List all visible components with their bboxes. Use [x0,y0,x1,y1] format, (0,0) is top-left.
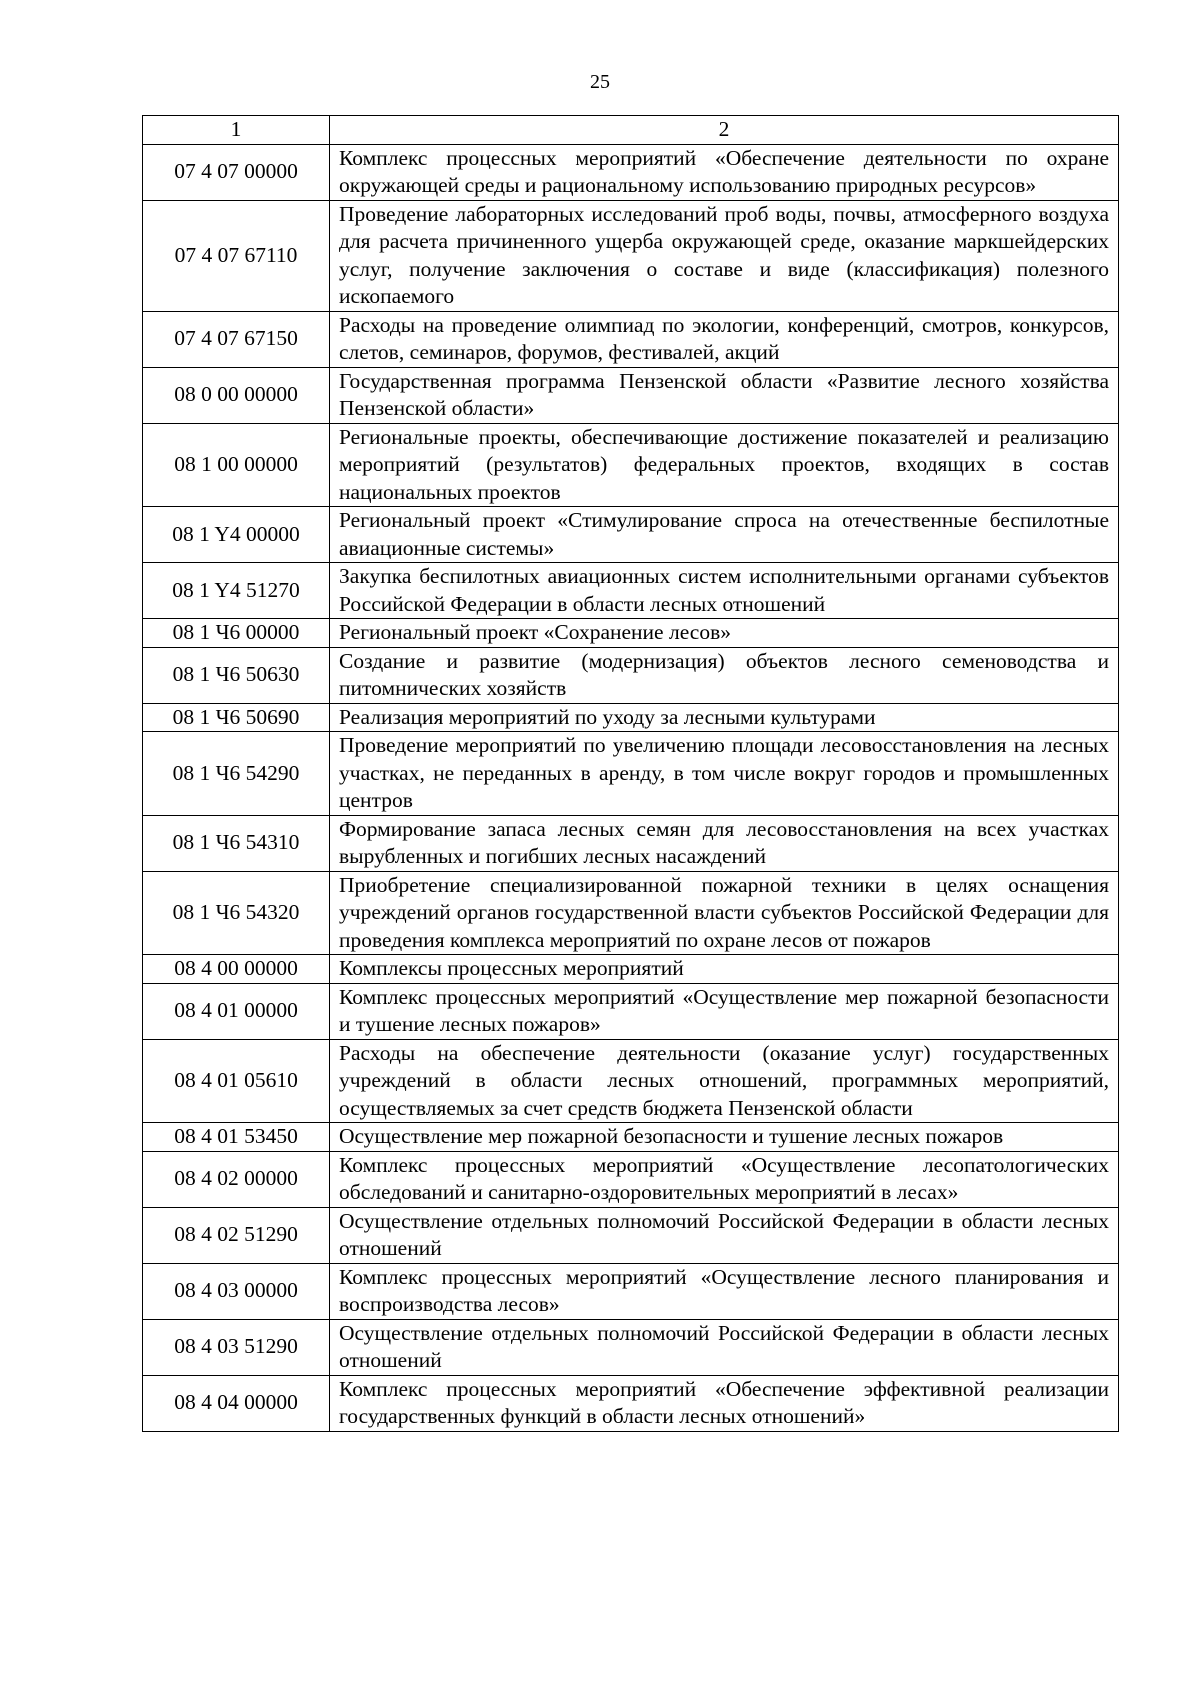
row-description: Создание и развитие (модернизация) объектов лесного семеноводства и питомнических хозяйств [330,647,1119,703]
table-row [143,507,1119,563]
row-code: 08 4 02 51290 [143,1207,330,1263]
row-description: Приобретение специализированной пожарной техники в целях оснащения учреждений органов государственной власти субъектов Российской Федерации для проведения комплекса мероприятий по охране лесов от пожаров [330,871,1119,955]
table-row [143,955,1119,984]
row-description: Комплекс процессных мероприятий «Осуществление лесопатологических обследований и санитарно-оздоровительных мероприятий в лесах» [330,1151,1119,1207]
table-row [143,815,1119,871]
row-code: 08 4 01 05610 [143,1039,330,1123]
row-description: Расходы на проведение олимпиад по экологии, конференций, смотров, конкурсов, слетов, семинаров, форумов, фестивалей, акций [330,311,1119,367]
row-description: Региональный проект «Сохранение лесов» [330,619,1119,648]
row-description: Региональные проекты, обеспечивающие достижение показателей и реализацию мероприятий (результатов) федеральных проектов, входящих в состав национальных проектов [330,423,1119,507]
row-code: 08 1 Ч6 00000 [143,619,330,648]
row-description: Комплексы процессных мероприятий [330,955,1119,984]
table-row [143,311,1119,367]
row-code: 08 4 02 00000 [143,1151,330,1207]
table-row [143,1123,1119,1152]
row-description: Комплекс процессных мероприятий «Осуществление мер пожарной безопасности и тушение лесных пожаров» [330,983,1119,1039]
column-header-code: 1 [143,116,330,145]
row-description: Закупка беспилотных авиационных систем исполнительными органами субъектов Российской Федерации в области лесных отношений [330,563,1119,619]
table-row [143,563,1119,619]
row-description: Реализация мероприятий по уходу за лесными культурами [330,703,1119,732]
row-code: 08 4 00 00000 [143,955,330,984]
row-description: Проведение лабораторных исследований проб воды, почвы, атмосферного воздуха для расчета причиненного ущерба окружающей среде, оказание маркшейдерских услуг, получение заключения о составе и виде (классификация) полезного ископаемого [330,200,1119,311]
row-description: Комплекс процессных мероприятий «Обеспечение деятельности по охране окружающей среды и рациональному использованию природных ресурсов» [330,144,1119,200]
page-number: 25 [590,71,610,93]
row-code: 08 1 Y4 00000 [143,507,330,563]
table-row [143,1263,1119,1319]
row-code: 08 4 03 00000 [143,1263,330,1319]
row-code: 07 4 07 67150 [143,311,330,367]
table-row [143,871,1119,955]
table-row [143,1375,1119,1431]
row-description: Комплекс процессных мероприятий «Обеспечение эффективной реализации государственных функций в области лесных отношений» [330,1375,1119,1431]
row-description: Формирование запаса лесных семян для лесовосстановления на всех участках вырубленных и погибших лесных насаждений [330,815,1119,871]
row-code: 08 0 00 00000 [143,367,330,423]
table-row [143,144,1119,200]
row-description: Государственная программа Пензенской области «Развитие лесного хозяйства Пензенской области» [330,367,1119,423]
row-code: 08 4 01 53450 [143,1123,330,1152]
row-description: Осуществление мер пожарной безопасности и тушение лесных пожаров [330,1123,1119,1152]
table-row [143,423,1119,507]
row-description: Проведение мероприятий по увеличению площади лесовосстановления на лесных участках, не переданных в аренду, в том числе вокруг городов и промышленных центров [330,732,1119,816]
row-description: Осуществление отдельных полномочий Российской Федерации в области лесных отношений [330,1319,1119,1375]
row-description: Комплекс процессных мероприятий «Осуществление лесного планирования и воспроизводства лесов» [330,1263,1119,1319]
table-row [143,647,1119,703]
row-code: 07 4 07 67110 [143,200,330,311]
row-description: Региональный проект «Стимулирование спроса на отечественные беспилотные авиационные системы» [330,507,1119,563]
table-row [143,1151,1119,1207]
table-row [143,1207,1119,1263]
row-description: Осуществление отдельных полномочий Российской Федерации в области лесных отношений [330,1207,1119,1263]
table-row [143,619,1119,648]
table-row [143,732,1119,816]
row-description: Расходы на обеспечение деятельности (оказание услуг) государственных учреждений в области лесных отношений, программных мероприятий, осуществляемых за счет средств бюджета Пензенской области [330,1039,1119,1123]
table-row [143,1039,1119,1123]
row-code: 08 1 Ч6 50630 [143,647,330,703]
table-row [143,703,1119,732]
table-row [143,983,1119,1039]
row-code: 08 4 01 00000 [143,983,330,1039]
row-code: 08 1 Y4 51270 [143,563,330,619]
row-code: 08 1 Ч6 54290 [143,732,330,816]
column-header-description: 2 [330,116,1119,145]
row-code: 08 1 Ч6 50690 [143,703,330,732]
budget-code-table [142,115,1119,1432]
table-row [143,367,1119,423]
row-code: 08 4 04 00000 [143,1375,330,1431]
row-code: 08 1 Ч6 54320 [143,871,330,955]
row-code: 08 4 03 51290 [143,1319,330,1375]
table-header-row [143,116,1119,145]
table-row [143,1319,1119,1375]
row-code: 08 1 00 00000 [143,423,330,507]
table-body [143,144,1119,1431]
row-code: 08 1 Ч6 54310 [143,815,330,871]
table-row [143,200,1119,311]
row-code: 07 4 07 00000 [143,144,330,200]
